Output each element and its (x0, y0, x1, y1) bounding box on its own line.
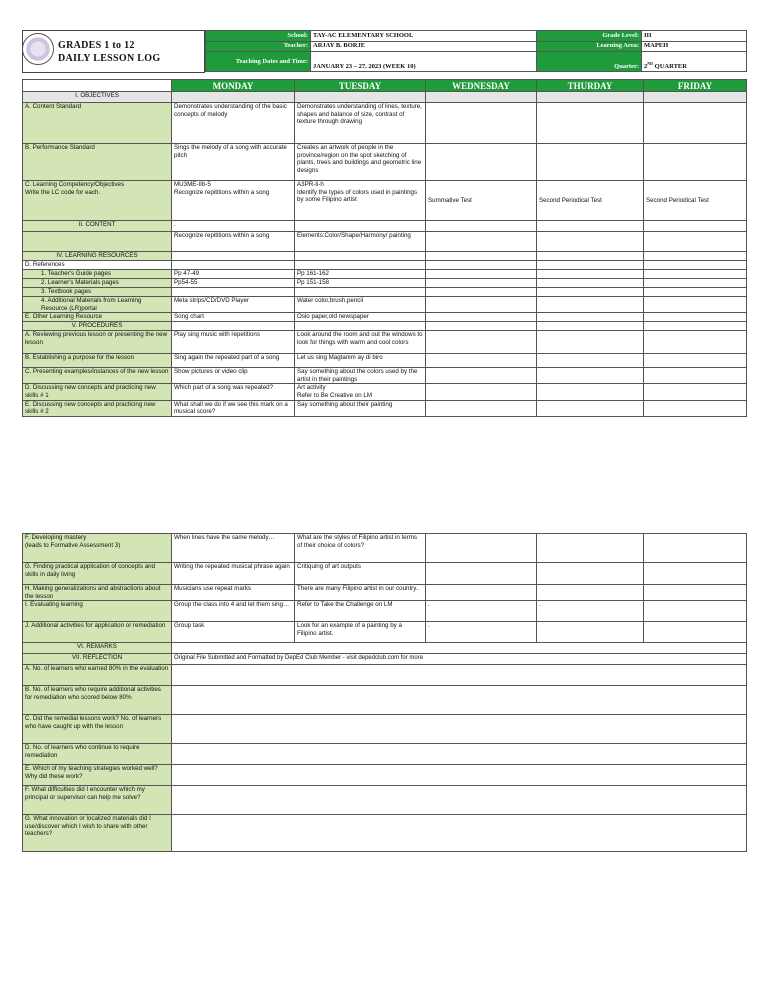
table-cell (426, 322, 537, 331)
table-cell (172, 322, 295, 331)
day-friday: FRIDAY (644, 80, 747, 92)
table-cell (426, 144, 537, 181)
table-cell: Let us sing Magtanim ay di biro (295, 354, 426, 368)
grade-value: III (642, 31, 747, 42)
day-header-row (23, 80, 747, 92)
reflection-question: B. No. of learners who require additional activities for remediation who scored below 80% (23, 686, 172, 715)
table-cell: Meta strips/CD/DVD Player (172, 297, 295, 313)
area-value: MAPEH (642, 41, 747, 52)
table-cell: Pp54-55 (172, 279, 295, 288)
table-cell: Musicians use repeat marks (172, 585, 295, 601)
reflection-row (23, 786, 747, 815)
table-row (23, 297, 747, 313)
table-cell (426, 534, 537, 563)
table-cell (426, 232, 537, 252)
row-label: IV. LEARNING RESOURCES (23, 252, 172, 261)
table-cell (426, 252, 537, 261)
table-cell: Elements:Color/Shape/Harmony/ painting (295, 232, 426, 252)
table-cell (295, 221, 426, 232)
row-label: A. Reviewing previous lesson or presenting the new lesson (23, 331, 172, 354)
table-cell: Sing again the repeated part of a song (172, 354, 295, 368)
table-cell: Demonstrates understanding of lines, texture, shapes and balance of size, contrast of texture through drawing (295, 103, 426, 144)
table-cell: Creates an artwork of people in the province/region on the spot sketching of plants, trees and buildings and geometric line designs (295, 144, 426, 181)
table-cell (537, 368, 644, 384)
table-cell (644, 622, 747, 643)
table-cell (295, 261, 426, 270)
table-row (23, 92, 747, 103)
row-label: A. Content Standard (23, 103, 172, 144)
table-cell: What shall we do if we see this mark on a musical score? (172, 400, 295, 416)
row-label: 1. Teacher's Guide pages (23, 270, 172, 279)
reflection-question: D. No. of learners who continue to require remediation (23, 744, 172, 765)
table-cell (644, 144, 747, 181)
table-cell: Recognize repititions within a song (172, 232, 295, 252)
table-cell (644, 400, 747, 416)
row-label: F. Developing mastery (leads to Formative Assessment 3) (23, 534, 172, 563)
table-cell: Say something about the colors used by the artist in their paintings (295, 368, 426, 384)
table-cell: Second Periodical Test (537, 181, 644, 221)
area-label: Learning Area: (537, 41, 642, 52)
table-cell (537, 297, 644, 313)
table-cell (426, 400, 537, 416)
table-cell (537, 92, 644, 103)
table-cell: Pp 151-158 (295, 279, 426, 288)
table-row (23, 331, 747, 354)
row-label: B. Performance Standard (23, 144, 172, 181)
table-cell (172, 92, 295, 103)
lesson-table-part2 (22, 533, 747, 852)
table-cell: Oslo paper,old newspaper (295, 313, 426, 322)
row-label: B. Establishing a purpose for the lesson (23, 354, 172, 368)
reflection-row (23, 744, 747, 765)
row-label: I. OBJECTIVES (23, 92, 172, 103)
table-cell (644, 313, 747, 322)
table-cell: There are many Filipino artist in our country.. (295, 585, 426, 601)
table-cell (426, 270, 537, 279)
table-cell: . (537, 601, 644, 622)
table-cell: Group task (172, 622, 295, 643)
table-cell (172, 261, 295, 270)
quarter-value: 2ND QUARTER (642, 52, 747, 72)
table-cell (537, 534, 644, 563)
table-cell (644, 534, 747, 563)
table-cell (537, 221, 644, 232)
table-cell (426, 313, 537, 322)
table-row (23, 622, 747, 643)
footer-note: Original File Submitted and Formatted by DepEd Club Member - visit depedclub.com for more (172, 654, 747, 665)
table-row (23, 354, 747, 368)
reflection-question: C. Did the remedial lessons work? No. of learners who have caught up with the lesson (23, 715, 172, 744)
table-cell (644, 103, 747, 144)
table-cell (644, 297, 747, 313)
table-cell (426, 331, 537, 354)
table-cell (537, 331, 644, 354)
teacher-value: ARJAY B. BORJE (311, 41, 537, 52)
table-cell (537, 279, 644, 288)
table-cell: Group the class into 4 and let them sing… (172, 601, 295, 622)
table-cell: Water color,brush,pencil (295, 297, 426, 313)
table-row (23, 144, 747, 181)
table-cell (644, 368, 747, 384)
table-row (23, 279, 747, 288)
row-label: 3. Textbook pages (23, 288, 172, 297)
reflection-answer (172, 665, 747, 686)
table-cell (644, 331, 747, 354)
table-cell (537, 288, 644, 297)
table-cell: Sings the melody of a song with accurate pitch (172, 144, 295, 181)
reflection-header-row (23, 654, 747, 665)
table-cell (537, 144, 644, 181)
table-cell (644, 261, 747, 270)
deped-seal-icon (22, 33, 54, 65)
table-cell (426, 384, 537, 400)
table-cell (426, 261, 537, 270)
table-row (23, 322, 747, 331)
table-row (23, 601, 747, 622)
reflection-answer (172, 715, 747, 744)
day-tuesday: TUESDAY (295, 80, 426, 92)
row-label: V. PROCEDURES (23, 322, 172, 331)
table-cell: MU3ME-IIb-5 Recognize repititions within a song (172, 181, 295, 221)
table-row (23, 261, 747, 270)
remarks-label: VI. REMARKS (23, 643, 172, 654)
row-label: E. Other Learning Resource (23, 313, 172, 322)
reflection-answer (172, 815, 747, 852)
table-cell (537, 232, 644, 252)
table-cell: What are the styles of Filipino artist in terms of their choice of colors? (295, 534, 426, 563)
day-thursday: THURDAY (537, 80, 644, 92)
table-row (23, 221, 747, 232)
reflection-answer (172, 686, 747, 715)
title-line1: GRADES 1 to 12 (58, 40, 135, 51)
day-monday: MONDAY (172, 80, 295, 92)
table-row (23, 288, 747, 297)
table-row (23, 181, 747, 221)
table-row (23, 103, 747, 144)
table-row (23, 563, 747, 585)
table-cell (537, 252, 644, 261)
table-cell: Pp 47-49 (172, 270, 295, 279)
reflection-row (23, 686, 747, 715)
table-cell (644, 322, 747, 331)
table-cell: . (426, 622, 537, 643)
table-cell: When lines have the same melody… (172, 534, 295, 563)
table-cell: Which part of a song was repeated? (172, 384, 295, 400)
table-cell (426, 297, 537, 313)
table-row (23, 252, 747, 261)
table-cell (644, 92, 747, 103)
table-cell: Second Periodical Test (644, 181, 747, 221)
table-cell (172, 252, 295, 261)
quarter-label: Quarter: (537, 52, 642, 72)
row-label: D. Discussing new concepts and practicing new skills # 1 (23, 384, 172, 400)
reflection-row (23, 665, 747, 686)
table-cell (426, 288, 537, 297)
table-cell: Writing the repeated musical phrase again (172, 563, 295, 585)
row-label: D. References (23, 261, 172, 270)
table-cell: Pp 161-162 (295, 270, 426, 279)
reflection-answer (172, 765, 747, 786)
table-cell (426, 221, 537, 232)
remarks-row (23, 643, 747, 654)
reflection-question: G. What innovation or localized materials did I use/discover which I wish to share with other teachers? (23, 815, 172, 852)
row-label: I. Evaluating learning (23, 601, 172, 622)
table-cell (426, 354, 537, 368)
table-cell (644, 384, 747, 400)
table-cell: Look around the room and out the windows to look for things with warm and cool colors (295, 331, 426, 354)
table-cell (295, 252, 426, 261)
table-cell: . (172, 221, 295, 232)
table-cell (295, 322, 426, 331)
table-cell (426, 103, 537, 144)
table-cell (537, 103, 644, 144)
table-row (23, 400, 747, 416)
table-cell (537, 585, 644, 601)
dates-label: Teaching Dates and Time: (206, 52, 311, 72)
reflection-answer (172, 744, 747, 765)
reflection-label: VII. REFLECTION (23, 654, 172, 665)
row-label: J. Additional activities for application or remediation (23, 622, 172, 643)
table-row (23, 585, 747, 601)
table-cell: A3PR-Ii-h Identify the types of colors used in paintings by some Filipino artist (295, 181, 426, 221)
table-row (23, 270, 747, 279)
table-cell: Art activity Refer to Be Creative on LM (295, 384, 426, 400)
reflection-question: F. What difficulties did I encounter which my principal or supervisor can help me solve? (23, 786, 172, 815)
reflection-question: A. No. of learners who earned 80% in the evaluation (23, 665, 172, 686)
table-cell (537, 400, 644, 416)
table-cell (426, 563, 537, 585)
reflection-question: E. Which of my teaching strategies worked well? Why did these work? (23, 765, 172, 786)
row-label: 2. Learner's Materials pages (23, 279, 172, 288)
table-cell (644, 288, 747, 297)
row-label: G. Finding practical application of concepts and skills in daily living (23, 563, 172, 585)
grade-label: Grade Level: (537, 31, 642, 42)
table-cell: Say something about their painting (295, 400, 426, 416)
dates-value: JANUARY 23 – 27, 2023 (WEEK 10) (311, 52, 537, 72)
table-cell (426, 279, 537, 288)
table-row (23, 368, 747, 384)
header-info-table (205, 30, 747, 72)
table-cell (537, 261, 644, 270)
table-cell: Summative Test (426, 181, 537, 221)
table-cell (537, 384, 644, 400)
table-cell (172, 288, 295, 297)
table-cell (644, 279, 747, 288)
table-cell: Demonstrates understanding of the basic concepts of melody (172, 103, 295, 144)
table-cell (644, 585, 747, 601)
reflection-row (23, 815, 747, 852)
reflection-row (23, 765, 747, 786)
table-cell (295, 288, 426, 297)
lesson-table-part1 (22, 79, 747, 417)
table-cell (644, 563, 747, 585)
table-cell (426, 368, 537, 384)
table-cell (426, 92, 537, 103)
row-label: H. Making generalizations and abstractions about the lesson (23, 585, 172, 601)
table-cell (537, 563, 644, 585)
table-cell (644, 252, 747, 261)
table-cell (537, 270, 644, 279)
table-cell (644, 221, 747, 232)
table-cell: Refer to Take the Challenge on LM (295, 601, 426, 622)
teacher-label: Teacher: (206, 41, 311, 52)
table-cell (537, 622, 644, 643)
table-cell: Look for an example of a painting by a Filipino artist. (295, 622, 426, 643)
table-cell (644, 232, 747, 252)
title-line2: DAILY LESSON LOG (58, 53, 161, 64)
row-label: II. CONTENT (23, 221, 172, 232)
table-cell: Show pictures or video clip (172, 368, 295, 384)
table-row (23, 384, 747, 400)
table-cell: Play sing music with repetitions (172, 331, 295, 354)
school-value: TAY-AC ELEMENTARY SCHOOL (311, 31, 537, 42)
table-cell: Critiquing of art outputs (295, 563, 426, 585)
table-row (23, 313, 747, 322)
day-wednesday: WEDNESDAY (426, 80, 537, 92)
table-row (23, 232, 747, 252)
table-cell (644, 270, 747, 279)
row-label: C. Presenting examples/instances of the new lesson (23, 368, 172, 384)
reflection-row (23, 715, 747, 744)
table-row (23, 534, 747, 563)
row-label: 4. Additional Materials from Learning Resource (LR)portal (23, 297, 172, 313)
table-cell (537, 354, 644, 368)
table-cell (426, 585, 537, 601)
table-cell (537, 322, 644, 331)
row-label: C. Learning Competency/Objectives Write the LC code for each. (23, 181, 172, 221)
reflection-answer (172, 786, 747, 815)
table-cell (537, 313, 644, 322)
row-label: E. Discussing new concepts and practicing new skills # 2 (23, 400, 172, 416)
school-label: School: (206, 31, 311, 42)
table-cell (644, 601, 747, 622)
row-label (23, 232, 172, 252)
table-cell: Song chart (172, 313, 295, 322)
table-cell: . (426, 601, 537, 622)
table-cell (644, 354, 747, 368)
table-cell (295, 92, 426, 103)
